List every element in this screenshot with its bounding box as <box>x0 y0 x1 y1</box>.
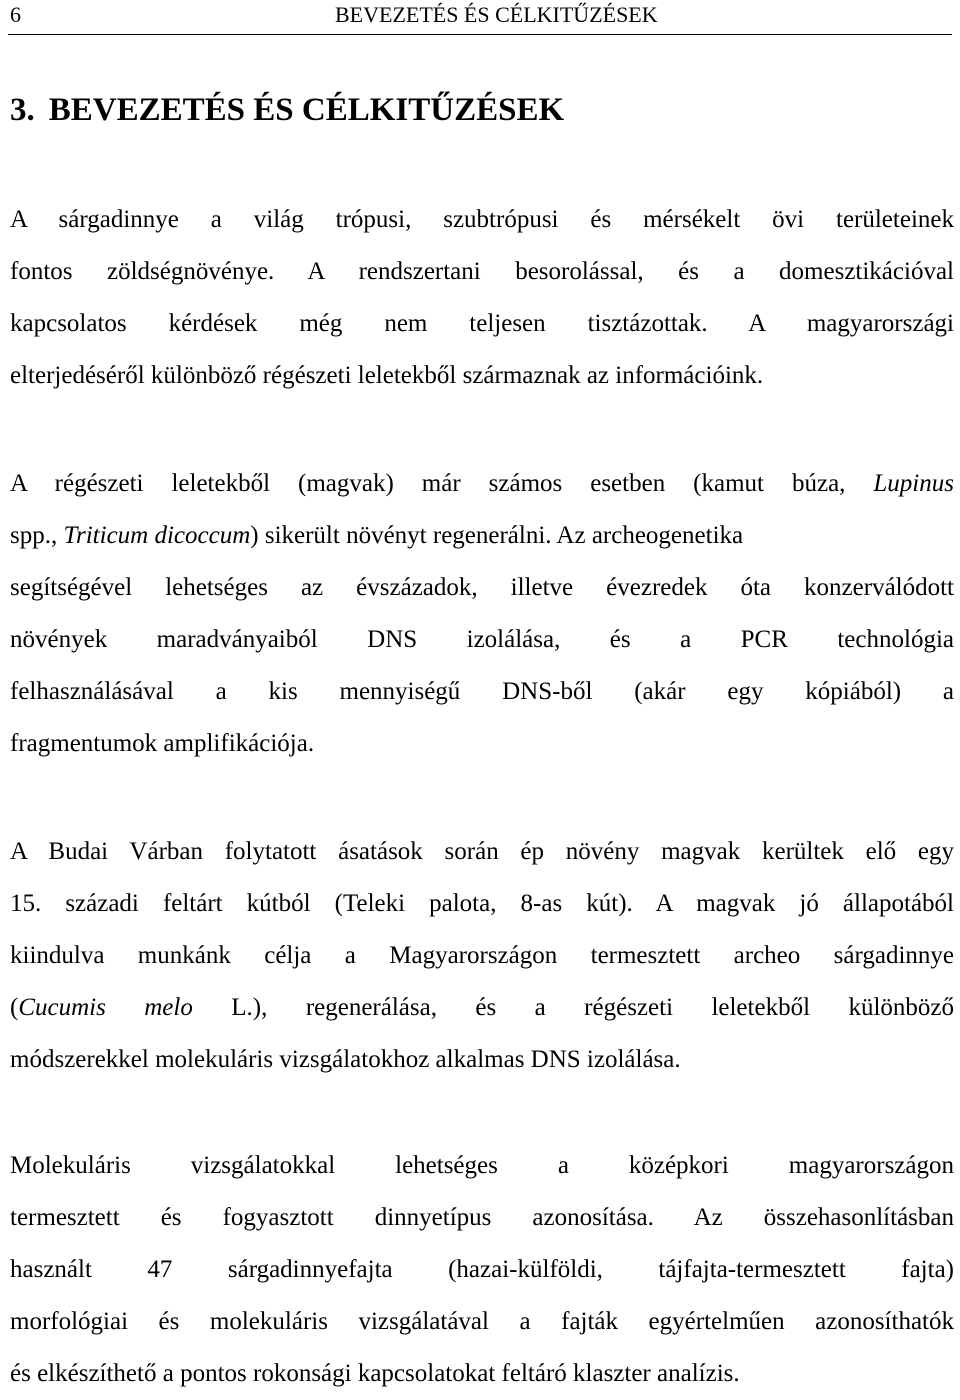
paragraph-2 <box>10 458 954 770</box>
chapter-number: 3. <box>10 92 35 128</box>
paragraph-line: növények maradványaiból DNS izolálása, és a PCR technológia <box>10 626 954 653</box>
text-run: spp., <box>10 522 58 549</box>
text-run: A régészeti leletekből (magvak) már számos esetben (kamut búza, <box>10 470 846 497</box>
text-run: ) sikerült növényt regenerálni. Az archeogenetika <box>250 522 744 549</box>
italic-taxon: Triticum dicoccum <box>63 522 251 549</box>
paragraph-line: kiindulva munkánk célja a Magyarországon termesztett archeo sárgadinnye <box>10 942 954 969</box>
paragraph-line: elterjedéséről különböző régészeti leletekből származnak az információink. <box>10 362 764 389</box>
paragraph-line: 15. századi feltárt kútból (Teleki palota, 8-as kút). A magvak jó állapotából <box>10 890 954 917</box>
paragraph-line: felhasználásával a kis mennyiségű DNS-ből (akár egy kópiából) a <box>10 678 954 705</box>
paragraph-line: Molekuláris vizsgálatokkal lehetséges a középkori magyarországon <box>10 1152 954 1179</box>
paragraph-line: kapcsolatos kérdések még nem teljesen tisztázottak. A magyarországi <box>10 310 954 337</box>
text-run: ( <box>10 994 19 1021</box>
paragraph-line <box>10 510 954 562</box>
paragraph-4 <box>10 1140 954 1400</box>
chapter-title <box>10 86 564 134</box>
running-header <box>10 0 950 34</box>
paragraph-line: A Budai Várban folytatott ásatások során ép növény magvak kerültek elő egy <box>10 838 954 865</box>
paragraph-line: módszerekkel molekuláris vizsgálatokhoz alkalmas DNS izolálása. <box>10 1046 681 1073</box>
paragraph-line: termesztett és fogyasztott dinnyetípus azonosítása. Az összehasonlításban <box>10 1204 954 1231</box>
chapter-title-text: BEVEZETÉS ÉS CÉLKITŰZÉSEK <box>48 92 565 128</box>
paragraph-line: morfológiai és molekuláris vizsgálatával a fajták egyértelműen azonosíthatók <box>10 1308 954 1335</box>
paragraph-line: fontos zöldségnövénye. A rendszertani besorolással, és a domesztikációval <box>10 258 954 285</box>
header-rule <box>8 34 952 35</box>
italic-taxon: Lupinus <box>873 470 954 497</box>
paragraph-line: fragmentumok amplifikációja. <box>10 730 315 757</box>
text-run: L.), regenerálása, és a régészeti leletekből különböző <box>192 994 954 1021</box>
paragraph-line: és elkészíthető a pontos rokonsági kapcsolatokat feltáró klaszter analízis. <box>10 1360 740 1387</box>
paragraph-line: segítségével lehetséges az évszázadok, illetve évezredek óta konzerválódott <box>10 574 954 601</box>
paragraph-line: használt 47 sárgadinnyefajta (hazai-külföldi, tájfajta-termesztett fajta) <box>10 1256 954 1283</box>
paragraph-line: A sárgadinnye a világ trópusi, szubtrópusi és mérsékelt övi területeinek <box>10 206 954 233</box>
running-header-title: BEVEZETÉS ÉS CÉLKITŰZÉSEK <box>335 2 658 27</box>
page-number: 6 <box>10 2 21 27</box>
paragraph-line <box>10 458 954 510</box>
paragraph-1 <box>10 194 954 402</box>
paragraph-line <box>10 982 954 1034</box>
paragraph-3 <box>10 826 954 1086</box>
italic-taxon: Cucumis melo <box>18 994 193 1021</box>
